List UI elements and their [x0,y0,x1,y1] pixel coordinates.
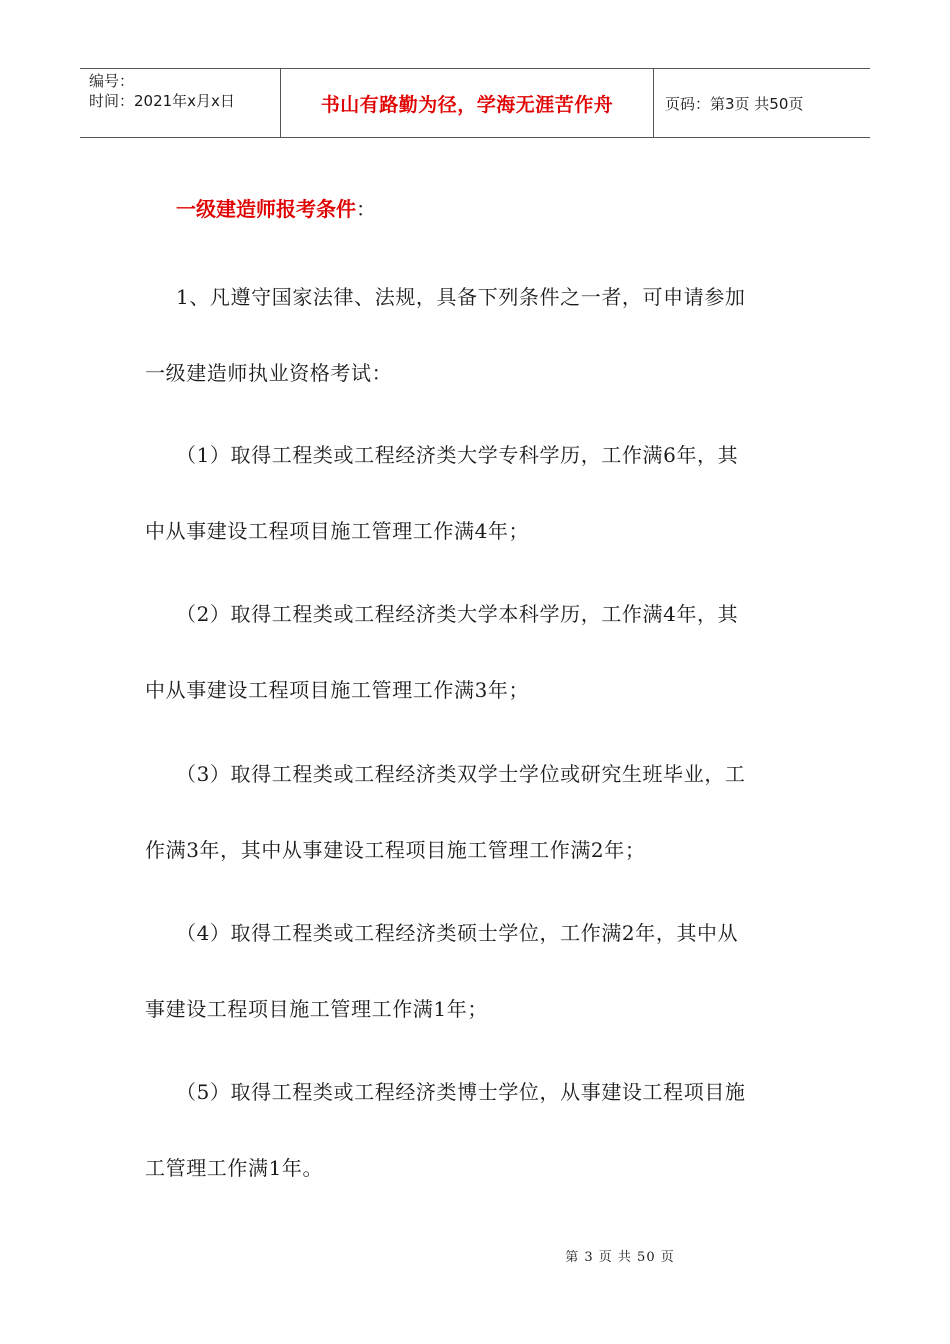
body-line: 事建设工程项目施工管理工作满1年； [145,997,488,1021]
body-line: 作满3年，其中从事建设工程项目施工管理工作满2年； [145,838,646,862]
header-page-info: 页码：第3页 共50页 [665,94,804,113]
page-footer: 第 3 页 共 50 页 [565,1250,675,1265]
body-line: （1）取得工程类或工程经济类大学专科学历，工作满6年，其 [176,443,739,467]
section-title-text: 一级建造师报考条件 [176,197,356,221]
body-line: 中从事建设工程项目施工管理工作满3年； [145,678,530,702]
header-meta [80,69,281,137]
header-number-label: 编号： [89,72,135,90]
section-title-colon: ： [356,197,376,221]
body-line: 中从事建设工程项目施工管理工作满4年； [145,519,530,543]
body-line: （2）取得工程类或工程经济类大学本科学历，工作满4年，其 [176,602,739,626]
body-line: （3）取得工程类或工程经济类双学士学位或研究生班毕业，工 [176,762,746,786]
page-header [80,68,870,138]
body-line: （4）取得工程类或工程经济类硕士学位，工作满2年，其中从 [176,921,739,945]
body-line: 一级建造师执业资格考试： [145,361,393,385]
header-time-label: 时间：2021年x月x日 [89,92,235,110]
body-line: 1、凡遵守国家法律、法规，具备下列条件之一者，可申请参加 [176,285,746,309]
section-title [176,193,376,222]
header-motto: 书山有路勤为径，学海无涯苦作舟 [281,69,654,137]
body-line: （5）取得工程类或工程经济类博士学位，从事建设工程项目施 [176,1080,746,1104]
body-line: 工管理工作满1年。 [145,1156,324,1180]
